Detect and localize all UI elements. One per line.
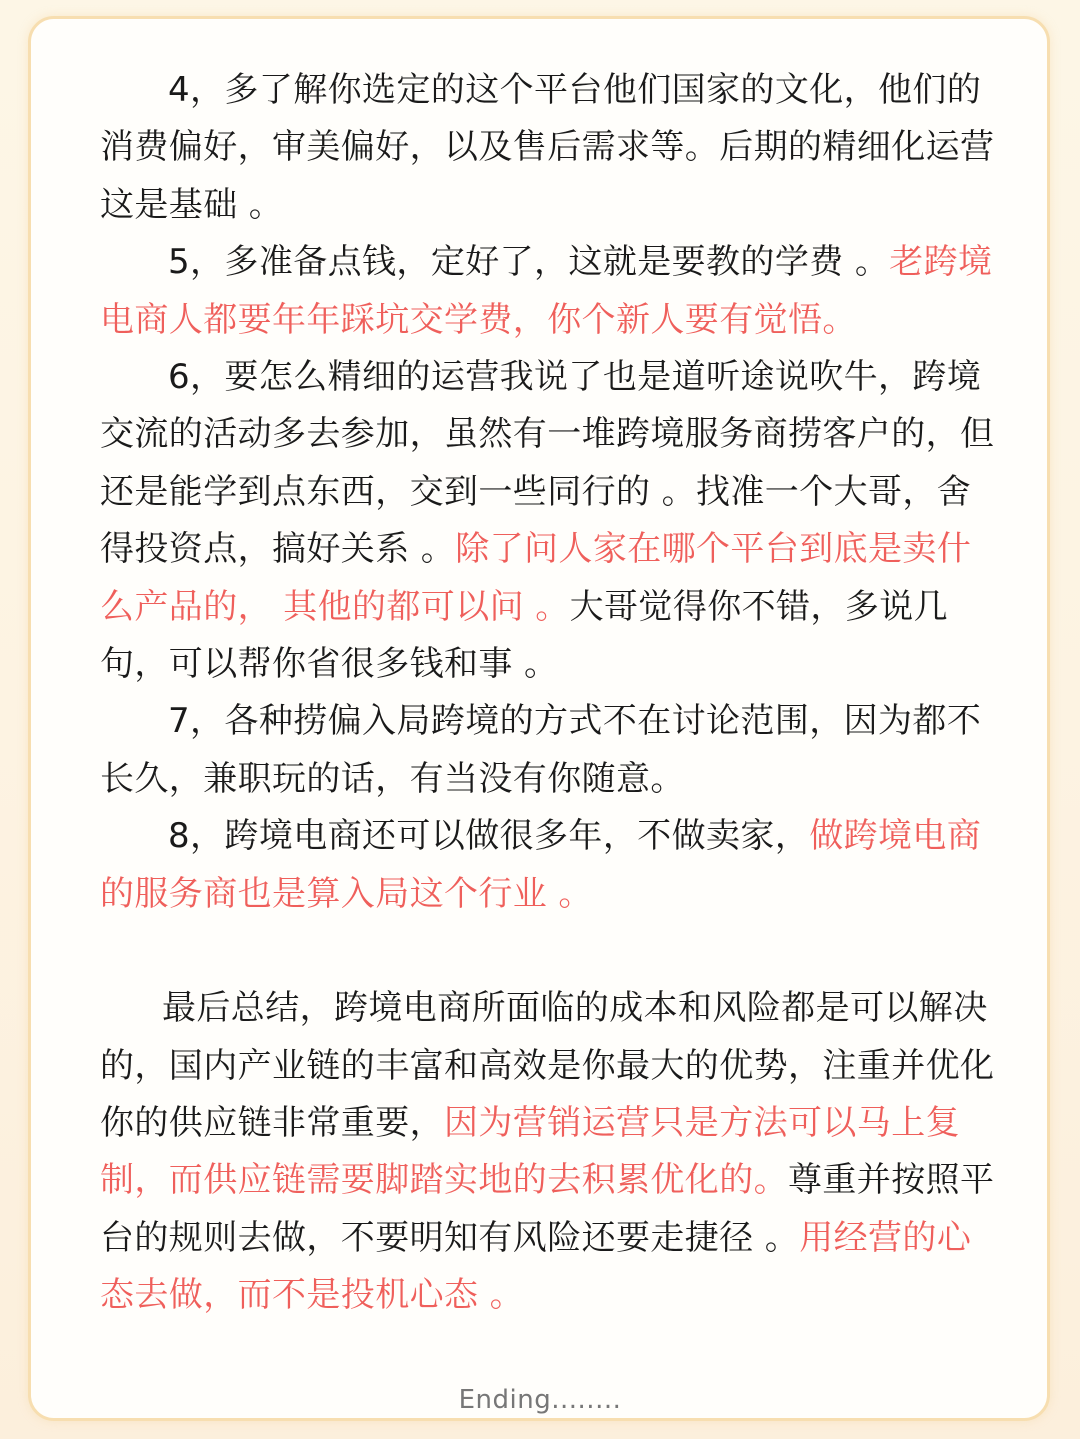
highlight-text: 除了问人家在哪个平台到底是卖什么产品的， 其他的都可以问 。 — [100, 529, 972, 627]
paragraph-tip-7 — [100, 693, 1000, 808]
ending-label: Ending........ — [458, 1385, 622, 1415]
summary-paragraph — [100, 980, 1000, 1324]
text-segment: 4，多了解你选定的这个平台他们国家的文化，他们的消费偏好，审美偏好，以及售后需求等。后期的精细化运营这是基础 。 — [100, 70, 995, 225]
paragraph-tip-6 — [100, 349, 1000, 693]
article-body — [100, 62, 1000, 1325]
paragraph-tip-4 — [100, 62, 1000, 234]
text-segment: 5，多准备点钱，定好了，这就是要教的学费 。 — [168, 242, 890, 283]
paragraph-tip-8 — [100, 808, 1000, 923]
paragraph-tip-5 — [100, 234, 1000, 349]
text-segment: 尊重并按照平台的规则去做，不要明知有风险还要走捷径 。 — [100, 1160, 995, 1258]
highlight-text: 用经营的心态去做，而不是投机心态 。 — [100, 1217, 972, 1316]
highlight-text: 老跨境电商人都要年年踩坑交学费，你个新人要有觉悟。 — [100, 242, 993, 340]
text-segment: 7，各种捞偏入局跨境的方式不在讨论范围，因为都不长久，兼职玩的话，有当没有你随意。 — [100, 701, 982, 799]
text-segment: 最后总结，跨境电商所面临的成本和风险都是可以解决的，国内产业链的丰富和高效是你最大的优势，注重并优化你的供应链非常重要， — [100, 988, 995, 1143]
highlight-text: 因为营销运营只是方法可以马上复制，而供应链需要脚踏实地的去积累优化的。 — [100, 1102, 960, 1201]
text-segment: 8，跨境电商还可以做很多年，不做卖家， — [168, 816, 810, 857]
text-segment: 大哥觉得你不错，多说几句，可以帮你省很多钱和事 。 — [100, 586, 949, 685]
text-segment: 6，要怎么精细的运营我说了也是道听途说吹牛，跨境交流的活动多去参加，虽然有一堆跨境服务商捞客户的，但还是能学到点东西，交到一些同行的 。找准一个大哥，舍得投资点，搞好关系 。 — [100, 357, 995, 570]
highlight-text: 做跨境电商的服务商也是算入局这个行业 。 — [100, 816, 982, 914]
